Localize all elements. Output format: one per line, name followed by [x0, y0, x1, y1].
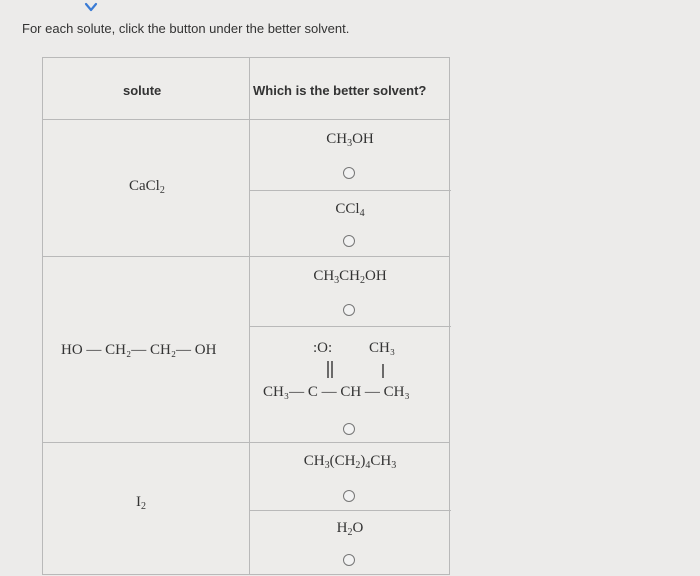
- header-solvent: Which is the better solvent?: [253, 83, 427, 98]
- solvent-option-water: $H_2O$: [336, 520, 364, 538]
- radio-ch3oh[interactable]: [343, 167, 355, 179]
- solvent-option-ethanol: $CH_3CH_2OH$: [313, 268, 387, 286]
- row-divider: [43, 442, 449, 443]
- option-divider: [249, 190, 451, 191]
- instruction-text: For each solute, click the button under the better solvent.: [22, 21, 350, 36]
- structure-oxygen: :O:: [313, 340, 333, 356]
- structure-chain: CH₃— C — CH — CH₃: [263, 384, 410, 400]
- header-solute: solute: [123, 83, 162, 98]
- radio-water[interactable]: [343, 554, 355, 566]
- solvent-option-ccl4: CCl$_4$: [335, 201, 365, 219]
- radio-ketone[interactable]: [343, 423, 355, 435]
- solvent-option-ch3oh: $CH_3OH$: [326, 131, 374, 149]
- solute-iodine: $I_2$: [136, 494, 146, 512]
- option-divider: [249, 510, 451, 511]
- solvent-table: [42, 57, 450, 575]
- chevron-down-icon[interactable]: [80, 0, 102, 16]
- row-divider: [43, 256, 449, 257]
- solute-cacl2: CaCl$_2$: [129, 178, 165, 196]
- structure-methyl: CH₃: [369, 340, 396, 356]
- radio-ethanol[interactable]: [343, 304, 355, 316]
- row-divider: [43, 119, 449, 120]
- radio-ccl4[interactable]: [343, 235, 355, 247]
- structure-bonds: [313, 358, 393, 382]
- option-divider: [249, 326, 451, 327]
- solvent-option-hexane: $CH_3(CH_2)_4CH_3$: [303, 453, 397, 471]
- solute-ethylene-glycol: HO — CH₂— CH₂— OH: [61, 342, 217, 358]
- radio-hexane[interactable]: [343, 490, 355, 502]
